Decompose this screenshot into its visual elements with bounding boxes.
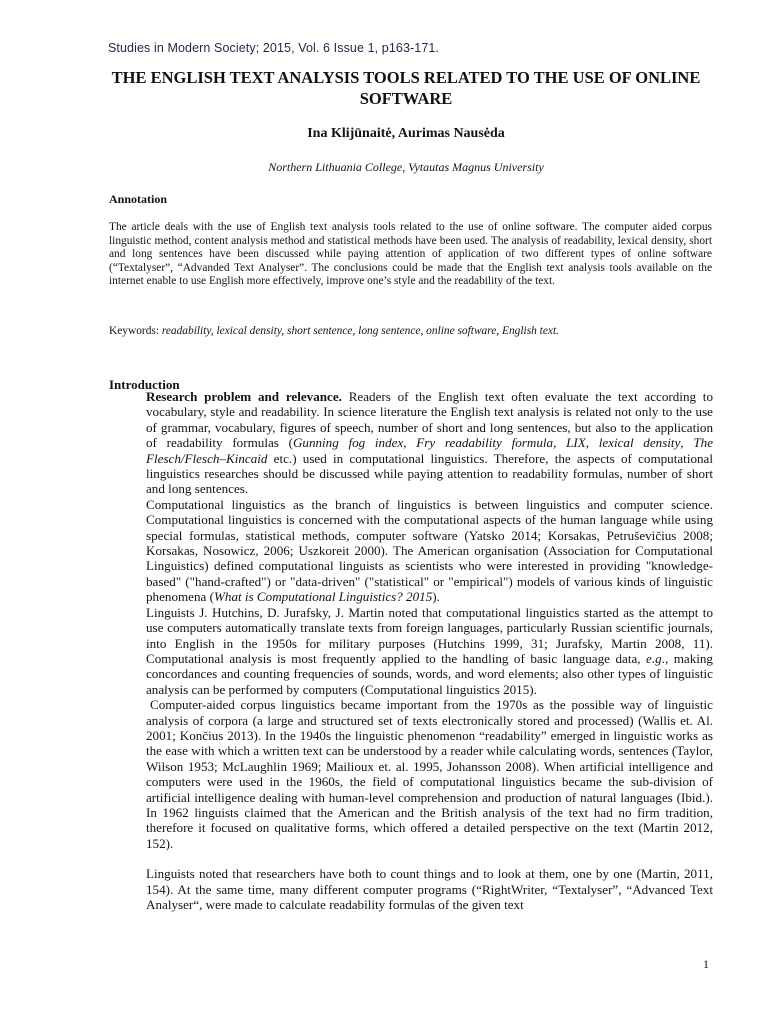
lead-in: Research problem and relevance. <box>146 389 342 404</box>
paragraph-3: Linguists J. Hutchins, D. Jurafsky, J. Martin noted that computational linguistics started as the attempt to use computers automatically translate texts from foreign languages, particularly Russian scientific journals, into English in the 1950s for military purposes (Hutchins 1999, 31; Jurafsky, Martin 2008, 11). Computational analysis is most frequently applied to the handling of basic language data, e.g., making concordances and counting frequencies of sounds, words, and word elements; also other types of linguistic analysis can be performed by computers (Computational linguistics 2015). <box>146 604 713 697</box>
paragraph-5: Linguists noted that researchers have both to count things and to look at them, one by one (Martin, 2011, 154). At the same time, many different computer programs (“RightWriter, “Textalyser”, “Advanced Text Analyser“, were made to calculate readability formulas of the given text <box>146 866 713 912</box>
affiliation: Northern Lithuania College, Vytautas Magnus University <box>268 160 544 174</box>
keywords-list: readability, lexical density, short sentence, long sentence, online software, English text. <box>161 325 559 337</box>
page-number: 1 <box>703 957 709 971</box>
introduction-heading: Introduction <box>109 377 180 392</box>
paragraph-2: Computational linguistics as the branch of linguistics is between linguistics and computer science. Computational linguistics is concerned with the computational aspects of the human language while using special formulas, statistical methods, computer software (Yatsko 2014; Korsakas, Petruševičius 2008; Korsakas, Nosowicz, 2006; Uszkoreit 2000). The American organisation (Association for Computational Linguistics) defined computational linguists as scientists who were interested in providing "knowledge-based" ("hand-crafted") or "data-driven" ("statistical" or "empirical") models of various kinds of linguistic phenomena (What is Computational Linguistics? 2015). <box>146 496 713 605</box>
keywords <box>109 325 712 339</box>
introduction-body <box>146 389 713 912</box>
journal-header: Studies in Modern Society; 2015, Vol. 6 Issue 1, p163-171. <box>108 41 440 55</box>
paragraph-1: Research problem and relevance. Readers of the English text often evaluate the text according to vocabulary, style and readability. In science literature the English text analysis is related not only to the use of grammar, vocabulary, figures of speech, number of short and long sentences, but also to the application of readability formulas (Gunning fog index, Fry readability formula, LIX, lexical density, The Flesch/Flesch–Kincaid etc.) used in computational linguistics. Therefore, the aspects of computational linguistics researches should be discussed while paying attention to readability formulas, number of short and long sentences. <box>146 389 714 497</box>
annotation-heading: Annotation <box>109 192 168 206</box>
abstract: The article deals with the use of English text analysis tools related to the use of online software. The computer aided corpus linguistic method, content analysis method and statistical methods have been used. The analysis of readability, lexical density, short and long sentences have been discussed while paying attention of application of two different types of online software (“Textalyser”, “Advanded Text Analyser”. The conclusions could be made that the English text analysis tools available on the internet enable to use English more effectively, improve one’s style and the readability of the text. <box>109 221 712 287</box>
keywords-label: Keywords: <box>109 325 159 337</box>
authors: Ina Klijūnaitė, Aurimas Nausėda <box>307 126 505 141</box>
paragraph-4: Computer-aided corpus linguistics became important from the 1970s as the possible way of linguistic analysis of corpora (a large and structured set of texts electronically stored and processed) (Wallis et. Al. 2001; Končius 2013). In the 1940s the linguistic phenomenon “readability” emerged in linguistic works as the ease with which a written text can be understood by a reader while calculating words, sentences (Taylor, Wilson 1953; McLaughlin 1969; Mailioux et. al. 1995, Johansson 2008). When artificial intelligence and computers were used in the 1960s, the field of computational linguistics became the sub-division of artificial intelligence dealing with human-level comprehension and production of natural languages (Ibid.). In 1962 linguists claimed that the American and the British analysis of the text had no firm tradition, therefore it focused on qualitative forms, which offered a detailed perspective on the text (Martin 2012, 152). <box>146 697 713 851</box>
paper-title: THE ENGLISH TEXT ANALYSIS TOOLS RELATED TO THE USE OF ONLINE SOFTWARE <box>111 68 701 108</box>
